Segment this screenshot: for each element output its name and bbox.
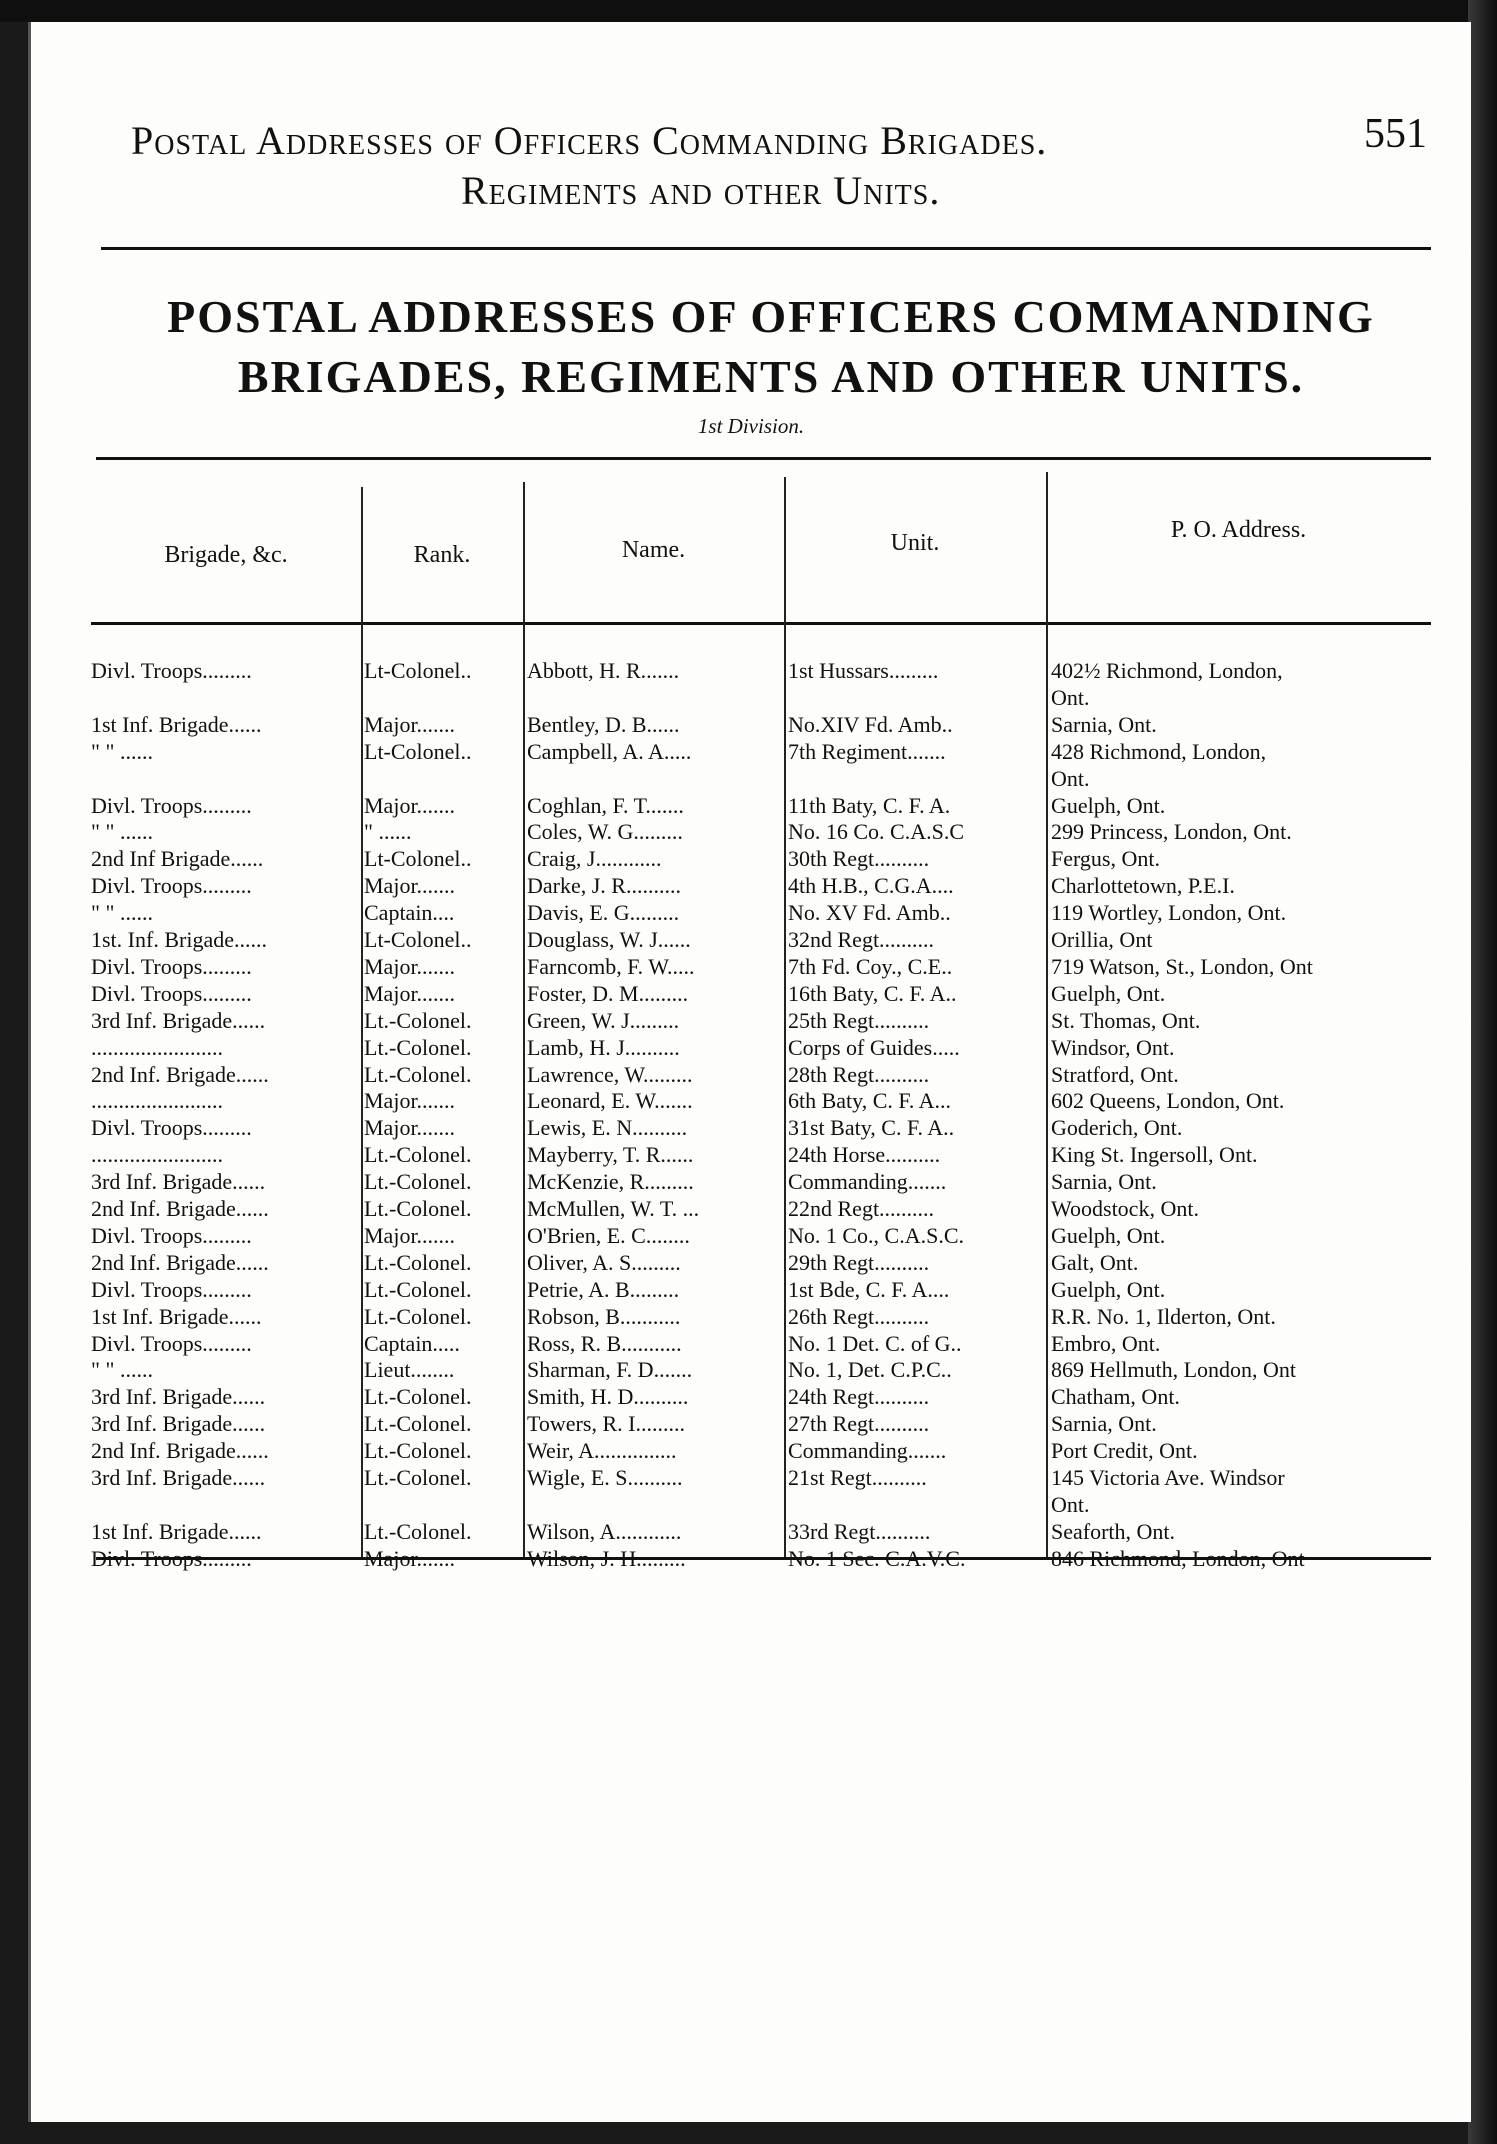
unit-cell: 6th Baty, C. F. A... [788,1088,952,1113]
address-cell: Ont. [1051,685,1090,710]
address-cell: St. Thomas, Ont. [1051,1008,1201,1033]
rank-cell: Lt.-Colonel. [364,1411,472,1436]
scan-right-edge [1468,0,1497,2144]
rank-cell: Major....... [364,873,456,898]
unit-cell: 1st Hussars......... [788,658,939,683]
table-row [31,1304,1471,1330]
unit-cell: Commanding....... [788,1169,947,1194]
address-cell: Guelph, Ont. [1051,981,1166,1006]
rank-cell: Lt.-Colonel. [364,1142,472,1167]
address-cell: King St. Ingersoll, Ont. [1051,1142,1258,1167]
name-cell: Abbott, H. R....... [527,658,680,683]
unit-cell: 27th Regt.......... [788,1411,930,1436]
name-cell: Wilson, J. H......... [527,1546,686,1571]
address-cell: Charlottetown, P.E.I. [1051,873,1235,898]
brigade-cell: 3rd Inf. Brigade...... [91,1384,266,1409]
rank-cell: Lieut........ [364,1357,455,1382]
unit-cell: 24th Regt.......... [788,1384,930,1409]
address-cell: Galt, Ont. [1051,1250,1139,1275]
name-cell: Ross, R. B........... [527,1331,682,1356]
name-cell: Craig, J............ [527,846,662,871]
brigade-cell: Divl. Troops......... [91,658,252,683]
main-title-line-1: POSTAL ADDRESSES OF OFFICERS COMMANDING [167,291,1375,342]
brigade-cell: 3rd Inf. Brigade...... [91,1465,266,1490]
address-cell: 719 Watson, St., London, Ont [1051,954,1313,979]
table-row [31,1088,1471,1114]
address-cell: 119 Wortley, London, Ont. [1051,900,1287,925]
name-cell: Robson, B........... [527,1304,681,1329]
header-brigade: Brigade, &c. [164,542,288,568]
rank-cell: Lt.-Colonel. [364,1035,472,1060]
unit-cell: 31st Baty, C. F. A.. [788,1115,955,1140]
rank-cell: Major....... [364,1546,456,1571]
brigade-cell: 2nd Inf Brigade...... [91,846,264,871]
brigade-cell: 1st Inf. Brigade...... [91,1304,262,1329]
table-row [31,1035,1471,1061]
table-row [31,1277,1471,1303]
name-cell: Campbell, A. A..... [527,739,692,764]
brigade-cell: 2nd Inf. Brigade...... [91,1196,269,1221]
rank-cell: Lt.-Colonel. [364,1196,472,1221]
address-cell: Chatham, Ont. [1051,1384,1180,1409]
address-cell: Ont. [1051,766,1090,791]
brigade-cell: ........................ [91,1142,223,1167]
rank-cell: Lt.-Colonel. [364,1277,472,1302]
main-title-line-2: BRIGADES, REGIMENTS AND OTHER UNITS. [237,351,1305,402]
unit-cell: 32nd Regt.......... [788,927,935,952]
address-cell: Fergus, Ont. [1051,846,1160,871]
brigade-cell: Divl. Troops......... [91,1546,252,1571]
address-cell: 428 Richmond, London, [1051,739,1267,764]
name-cell: Farncomb, F. W..... [527,954,695,979]
table-row [31,1546,1471,1572]
rank-cell: Lt.-Colonel. [364,1519,472,1544]
brigade-cell: 3rd Inf. Brigade...... [91,1411,266,1436]
table-row [31,1357,1471,1383]
address-cell: Stratford, Ont. [1051,1062,1179,1087]
unit-cell: 11th Baty, C. F. A. [788,793,951,818]
unit-cell: No.XIV Fd. Amb.. [788,712,953,737]
name-cell: Foster, D. M......... [527,981,689,1006]
address-cell: Guelph, Ont. [1051,1223,1166,1248]
table-row [31,658,1471,684]
table-row [31,712,1471,738]
header-unit: Unit. [890,530,940,556]
unit-cell: Commanding....... [788,1438,947,1463]
table-row [31,819,1471,845]
name-cell: Leonard, E. W....... [527,1088,693,1113]
unit-cell: 33rd Regt.......... [788,1519,931,1544]
table-row [31,1492,1471,1518]
rank-cell: Captain..... [364,1331,460,1356]
rank-cell: Lt.-Colonel. [364,1304,472,1329]
table-row [31,873,1471,899]
table-row [31,927,1471,953]
brigade-cell: " " ...... [91,900,153,925]
header-address: P. O. Address. [1170,517,1307,543]
address-cell: Sarnia, Ont. [1051,712,1157,737]
name-cell: Mayberry, T. R...... [527,1142,694,1167]
unit-cell: 26th Regt.......... [788,1304,930,1329]
page-number: 551 [1364,111,1427,157]
unit-cell: 30th Regt.......... [788,846,930,871]
division-subtitle: 1st Division. [697,414,805,438]
table-row [31,981,1471,1007]
table-row [31,766,1471,792]
address-cell: Windsor, Ont. [1051,1035,1175,1060]
rank-cell: Lt.-Colonel. [364,1250,472,1275]
name-cell: McMullen, W. T. ... [527,1196,700,1221]
name-cell: Towers, R. I......... [527,1411,685,1436]
name-cell: Bentley, D. B...... [527,712,680,737]
brigade-cell: Divl. Troops......... [91,1115,252,1140]
address-cell: R.R. No. 1, Ilderton, Ont. [1051,1304,1276,1329]
name-cell: Oliver, A. S......... [527,1250,681,1275]
table-row [31,1250,1471,1276]
brigade-cell: ........................ [91,1088,223,1113]
brigade-cell: 1st Inf. Brigade...... [91,1519,262,1544]
name-cell: Lawrence, W......... [527,1062,693,1087]
unit-cell: 28th Regt.......... [788,1062,930,1087]
address-cell: Sarnia, Ont. [1051,1411,1157,1436]
brigade-cell: 1st. Inf. Brigade...... [91,927,267,952]
address-cell: Goderich, Ont. [1051,1115,1183,1140]
table-row [31,1008,1471,1034]
name-cell: Wilson, A............ [527,1519,682,1544]
table-row [31,1169,1471,1195]
address-cell: Sarnia, Ont. [1051,1169,1157,1194]
table-top-rule [96,457,1431,460]
brigade-cell: 2nd Inf. Brigade...... [91,1250,269,1275]
table-row [31,846,1471,872]
rank-cell: Major....... [364,712,456,737]
rank-cell: Lt-Colonel.. [364,846,472,871]
name-cell: Lewis, E. N.......... [527,1115,688,1140]
address-cell: Ont. [1051,1492,1090,1517]
address-cell: 145 Victoria Ave. Windsor [1051,1465,1285,1490]
rank-cell: Lt-Colonel.. [364,658,472,683]
header-name: Name. [621,537,686,563]
name-cell: O'Brien, E. C........ [527,1223,690,1248]
brigade-cell: 3rd Inf. Brigade...... [91,1169,266,1194]
brigade-cell: Divl. Troops......... [91,1223,252,1248]
table-header-rule [91,622,1431,625]
brigade-cell: 1st Inf. Brigade...... [91,712,262,737]
table-row [31,1223,1471,1249]
rank-cell: Lt.-Colonel. [364,1465,472,1490]
table-row [31,685,1471,711]
address-cell: 869 Hellmuth, London, Ont [1051,1357,1297,1382]
address-cell: Guelph, Ont. [1051,1277,1166,1302]
unit-cell: No. 1 Sec. C.A.V.C. [788,1546,966,1571]
unit-cell: 22nd Regt.......... [788,1196,935,1221]
name-cell: Douglass, W. J...... [527,927,691,952]
brigade-cell: Divl. Troops......... [91,873,252,898]
table-row [31,1384,1471,1410]
address-cell: Guelph, Ont. [1051,793,1166,818]
table-row [31,739,1471,765]
header-rule [101,247,1431,250]
table-row [31,1142,1471,1168]
name-cell: Lamb, H. J.......... [527,1035,680,1060]
table-row [31,1196,1471,1222]
rank-cell: Major....... [364,954,456,979]
table-row [31,954,1471,980]
brigade-cell: 3rd Inf. Brigade...... [91,1008,266,1033]
address-cell: Woodstock, Ont. [1051,1196,1199,1221]
address-cell: 299 Princess, London, Ont. [1051,819,1292,844]
rank-cell: Major....... [364,1088,456,1113]
header-rank: Rank. [413,542,471,568]
table-row [31,793,1471,819]
brigade-cell: Divl. Troops......... [91,1277,252,1302]
unit-cell: 4th H.B., C.G.A.... [788,873,954,898]
brigade-cell: " " ...... [91,1357,153,1382]
address-cell: Orillia, Ont [1051,927,1153,952]
rank-cell: Lt.-Colonel. [364,1008,472,1033]
unit-cell: 7th Regiment....... [788,739,946,764]
address-cell: 402½ Richmond, London, [1051,658,1283,683]
address-cell: Seaforth, Ont. [1051,1519,1176,1544]
table-row [31,1331,1471,1357]
name-cell: McKenzie, R......... [527,1169,694,1194]
table-row [31,1115,1471,1141]
rank-cell: " ...... [364,819,412,844]
name-cell: Darke, J. R.......... [527,873,681,898]
address-cell: 846 Richmond, London, Ont [1051,1546,1305,1571]
table-row [31,1519,1471,1545]
unit-cell: 7th Fd. Coy., C.E.. [788,954,953,979]
rank-cell: Major....... [364,793,456,818]
table-row [31,1438,1471,1464]
running-head-line-1: Postal Addresses of Officers Commanding Brigades. [131,118,1048,163]
table-row [31,900,1471,926]
name-cell: Green, W. J......... [527,1008,680,1033]
rank-cell: Major....... [364,981,456,1006]
unit-cell: No. XV Fd. Amb.. [788,900,951,925]
brigade-cell: Divl. Troops......... [91,954,252,979]
table-row [31,1465,1471,1491]
unit-cell: No. 1 Co., C.A.S.C. [788,1223,965,1248]
unit-cell: 21st Regt.......... [788,1465,927,1490]
brigade-cell: " " ...... [91,819,153,844]
unit-cell: No. 16 Co. C.A.S.C [788,819,965,844]
rank-cell: Lt-Colonel.. [364,927,472,952]
address-cell: 602 Queens, London, Ont. [1051,1088,1285,1113]
name-cell: Sharman, F. D....... [527,1357,693,1382]
rank-cell: Lt-Colonel.. [364,739,472,764]
unit-cell: No. 1 Det. C. of G.. [788,1331,962,1356]
name-cell: Davis, E. G......... [527,900,680,925]
unit-cell: 24th Horse.......... [788,1142,941,1167]
name-cell: Weir, A............... [527,1438,677,1463]
table-row [31,1062,1471,1088]
scan-top-edge [0,0,1497,22]
brigade-cell: 2nd Inf. Brigade...... [91,1062,269,1087]
rank-cell: Captain.... [364,900,455,925]
brigade-cell: Divl. Troops......... [91,793,252,818]
rank-cell: Lt.-Colonel. [364,1438,472,1463]
name-cell: Coghlan, F. T....... [527,793,684,818]
rank-cell: Major....... [364,1223,456,1248]
main-title [151,287,1391,407]
book-page [28,22,1471,2122]
name-cell: Smith, H. D.......... [527,1384,689,1409]
rank-cell: Major....... [364,1115,456,1140]
address-cell: Port Credit, Ont. [1051,1438,1198,1463]
address-cell: Embro, Ont. [1051,1331,1161,1356]
unit-cell: 25th Regt.......... [788,1008,930,1033]
brigade-cell: ........................ [91,1035,223,1060]
brigade-cell: " " ...... [91,739,153,764]
name-cell: Wigle, E. S.......... [527,1465,683,1490]
unit-cell: 29th Regt.......... [788,1250,930,1275]
brigade-cell: Divl. Troops......... [91,1331,252,1356]
rank-cell: Lt.-Colonel. [364,1062,472,1087]
unit-cell: Corps of Guides..... [788,1035,960,1060]
table-row [31,1411,1471,1437]
unit-cell: 16th Baty, C. F. A.. [788,981,957,1006]
rank-cell: Lt.-Colonel. [364,1384,472,1409]
brigade-cell: 2nd Inf. Brigade...... [91,1438,269,1463]
running-head-line-2: Regiments and other Units. [461,168,941,213]
unit-cell: 1st Bde, C. F. A.... [788,1277,950,1302]
brigade-cell: Divl. Troops......... [91,981,252,1006]
name-cell: Petrie, A. B......... [527,1277,680,1302]
unit-cell: No. 1, Det. C.P.C.. [788,1357,952,1382]
rank-cell: Lt.-Colonel. [364,1169,472,1194]
name-cell: Coles, W. G......... [527,819,683,844]
